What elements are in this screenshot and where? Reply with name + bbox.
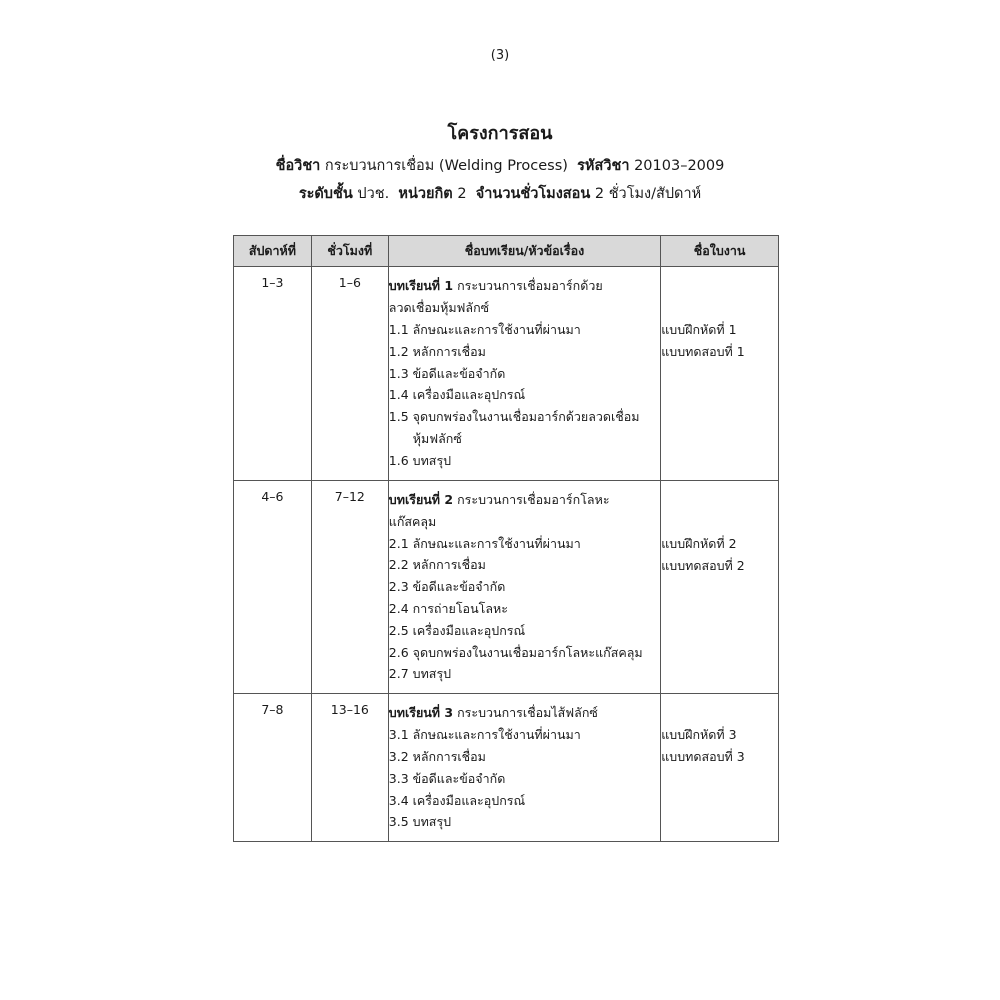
table-row [234, 480, 779, 694]
course-name-value: กระบวนการเชื่อม (Welding Process) [324, 158, 568, 174]
topic-item: 2.3 ข้อดีและข้อจำกัด [388, 579, 506, 595]
topic-item: 2.5 เครื่องมือและอุปกรณ์ [388, 622, 526, 638]
worksheet-item: แบบฝึกหัดที่ 1 [661, 322, 737, 337]
week-cell: 1–3 [234, 267, 312, 481]
topic-item: 1.6 บทสรุป [388, 452, 452, 468]
topic-cell [388, 480, 660, 694]
topic-item: 2.2 หลักการเชื่อม [388, 557, 486, 573]
course-info-line-2 [0, 182, 1000, 205]
unit-heading [389, 275, 660, 297]
topic-item: 2.7 บทสรุป [388, 666, 452, 682]
course-code-label: รหัสวิชา [577, 158, 630, 174]
topic-item: 3.4 เครื่องมือและอุปกรณ์ [388, 792, 526, 808]
topic-item: 3.3 ข้อดีและข้อจำกัด [388, 770, 506, 786]
page-number: (3) [490, 48, 510, 63]
level-value: ปวช. [357, 186, 390, 202]
topic-item: 1.1 ลักษณะและการใช้งานที่ผ่านมา [388, 322, 581, 337]
topic-item: 1.2 หลักการเชื่อม [388, 343, 486, 359]
topic-item: 2.1 ลักษณะและการใช้งานที่ผ่านมา [388, 535, 581, 551]
topic-item: 2.6 จุดบกพร่องในงานเชื่อมอาร์กโลหะแก๊สคลุม [388, 644, 643, 660]
worksheet-cell [661, 694, 779, 842]
header-week: สัปดาห์ที่ [234, 236, 312, 267]
topic-item: 3.2 หลักการเชื่อม [388, 748, 486, 764]
course-code-value: 20103–2009 [634, 158, 725, 174]
topic-item: 2.4 การถ่ายโอนโลหะ [388, 600, 508, 616]
hours-cell: 13–16 [311, 694, 388, 842]
credit-label: หน่วยกิต [398, 186, 453, 202]
level-label: ระดับชั้น [298, 186, 353, 202]
worksheet-item: แบบฝึกหัดที่ 2 [661, 535, 737, 551]
hours-cell: 7–12 [311, 480, 388, 694]
credit-value: 2 [457, 186, 467, 202]
topic-item-cont: หุ้มฟลักซ์ [412, 430, 462, 446]
unit-title: กระบวนการเชื่อมอาร์กโลหะ [457, 491, 610, 507]
unit-label: บทเรียนที่ 1 [388, 278, 454, 293]
unit-label: บทเรียนที่ 2 [388, 491, 454, 507]
course-info-line-1 [0, 154, 1000, 177]
hours-cell: 1–6 [311, 267, 388, 481]
hours-label: จำนวนชั่วโมงสอน [475, 186, 591, 202]
week-cell: 7–8 [234, 694, 312, 842]
worksheet-cell [661, 267, 779, 481]
worksheet-item: แบบทดสอบที่ 2 [661, 557, 745, 573]
week-cell: 4–6 [234, 480, 312, 694]
table-row [234, 694, 779, 842]
worksheet-item: แบบทดสอบที่ 1 [661, 344, 745, 359]
topic-item: 1.5 จุดบกพร่องในงานเชื่อมอาร์กด้วยลวดเชื่อม [388, 409, 640, 425]
hours-value: 2 ชั่วโมง/สัปดาห์ [594, 186, 702, 202]
topic-cell [388, 267, 660, 481]
unit-title: กระบวนการเชื่อมไส้ฟลักซ์ [457, 705, 598, 721]
table-header-row [234, 236, 779, 267]
unit-title-cont: ลวดเชื่อมหุ้มฟลักซ์ [388, 300, 490, 315]
unit-title: กระบวนการเชื่อมอาร์กด้วย [457, 278, 603, 293]
topic-item: 1.4 เครื่องมือและอุปกรณ์ [388, 387, 526, 403]
course-name-label: ชื่อวิชา [275, 158, 321, 174]
topic-item: 3.5 บทสรุป [388, 814, 452, 830]
topic-item: 3.1 ลักษณะและการใช้งานที่ผ่านมา [388, 727, 581, 743]
topic-cell [388, 694, 660, 842]
worksheet-item: แบบฝึกหัดที่ 3 [661, 727, 737, 743]
topic-item: 1.3 ข้อดีและข้อจำกัด [388, 365, 506, 381]
header-hours: ชั่วโมงที่ [311, 236, 388, 267]
header-topic: ชื่อบทเรียน/หัวข้อเรื่อง [388, 236, 660, 267]
table-row [234, 267, 779, 481]
header-worksheet: ชื่อใบงาน [661, 236, 779, 267]
worksheet-cell [661, 480, 779, 694]
page-title: โครงการสอน [447, 123, 553, 144]
unit-heading [389, 489, 660, 511]
unit-heading [389, 702, 660, 724]
unit-label: บทเรียนที่ 3 [388, 705, 454, 721]
teaching-plan-table [233, 235, 779, 842]
worksheet-item: แบบทดสอบที่ 3 [661, 749, 745, 765]
unit-title-cont: แก๊สคลุม [388, 513, 437, 529]
